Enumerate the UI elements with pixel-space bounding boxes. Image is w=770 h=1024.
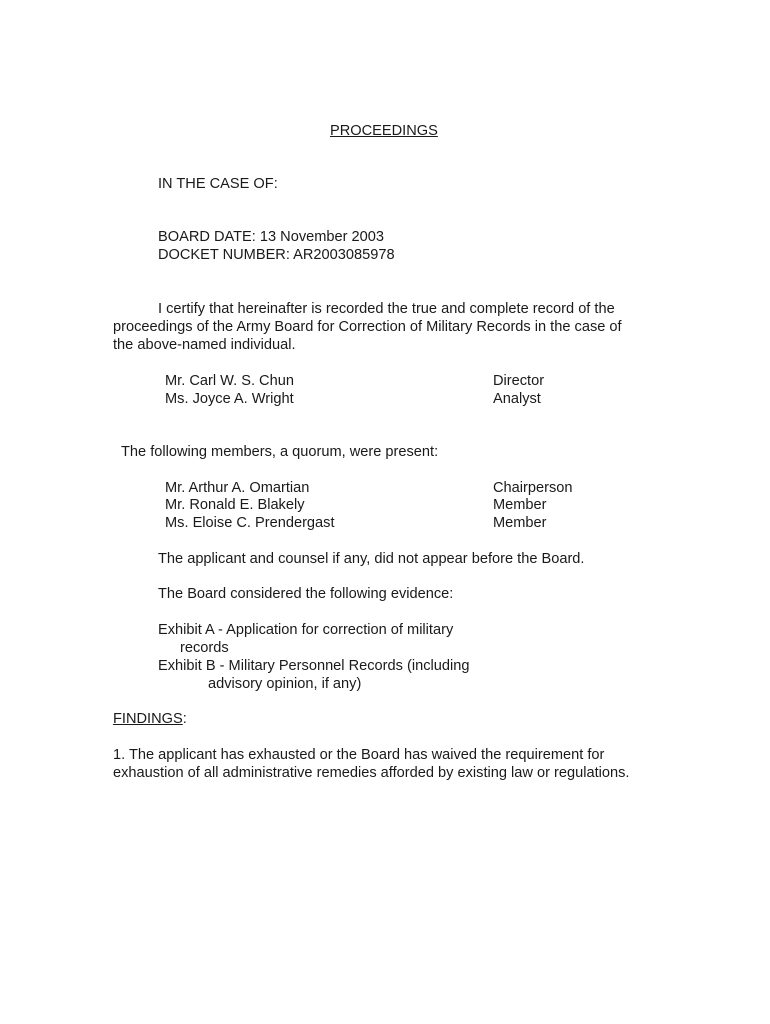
staff-role: Director bbox=[493, 373, 545, 389]
board-date: BOARD DATE: 13 November 2003 bbox=[158, 229, 385, 245]
evidence-intro: The Board considered the following evidence: bbox=[158, 586, 454, 602]
members-intro: The following members, a quorum, were present: bbox=[121, 444, 439, 460]
docket-number: DOCKET NUMBER: AR2003085978 bbox=[158, 247, 395, 263]
findings-colon: : bbox=[182, 711, 187, 727]
finding-1-line-2: exhaustion of all administrative remedies afforded by existing law or regulations. bbox=[113, 765, 630, 781]
certify-line-1: I certify that hereinafter is recorded the true and complete record of the bbox=[158, 301, 615, 317]
staff-name: Mr. Carl W. S. Chun bbox=[165, 373, 294, 389]
exhibit-a-line-1: Exhibit A - Application for correction of military bbox=[158, 622, 454, 638]
finding-1-line-1: 1. The applicant has exhausted or the Board has waived the requirement for bbox=[113, 747, 605, 763]
staff-name: Ms. Joyce A. Wright bbox=[165, 391, 294, 407]
page-title: PROCEEDINGS bbox=[330, 123, 438, 139]
exhibit-b-line-1: Exhibit B - Military Personnel Records (including bbox=[158, 658, 470, 674]
member-name: Mr. Arthur A. Omartian bbox=[165, 480, 310, 496]
findings-heading bbox=[113, 710, 187, 728]
exhibit-b-line-2: advisory opinion, if any) bbox=[208, 676, 362, 692]
member-role: Member bbox=[493, 515, 547, 531]
exhibit-a-line-2: records bbox=[180, 640, 229, 656]
findings-label: FINDINGS bbox=[113, 711, 183, 727]
member-name: Ms. Eloise C. Prendergast bbox=[165, 515, 335, 531]
case-label: IN THE CASE OF: bbox=[158, 176, 278, 192]
appearance-statement: The applicant and counsel if any, did not appear before the Board. bbox=[158, 551, 585, 567]
certify-line-3: the above-named individual. bbox=[113, 337, 296, 353]
member-name: Mr. Ronald E. Blakely bbox=[165, 497, 305, 513]
member-role: Member bbox=[493, 497, 547, 513]
staff-role: Analyst bbox=[493, 391, 541, 407]
member-role: Chairperson bbox=[493, 480, 573, 496]
certify-line-2: proceedings of the Army Board for Correction of Military Records in the case of bbox=[113, 319, 622, 335]
